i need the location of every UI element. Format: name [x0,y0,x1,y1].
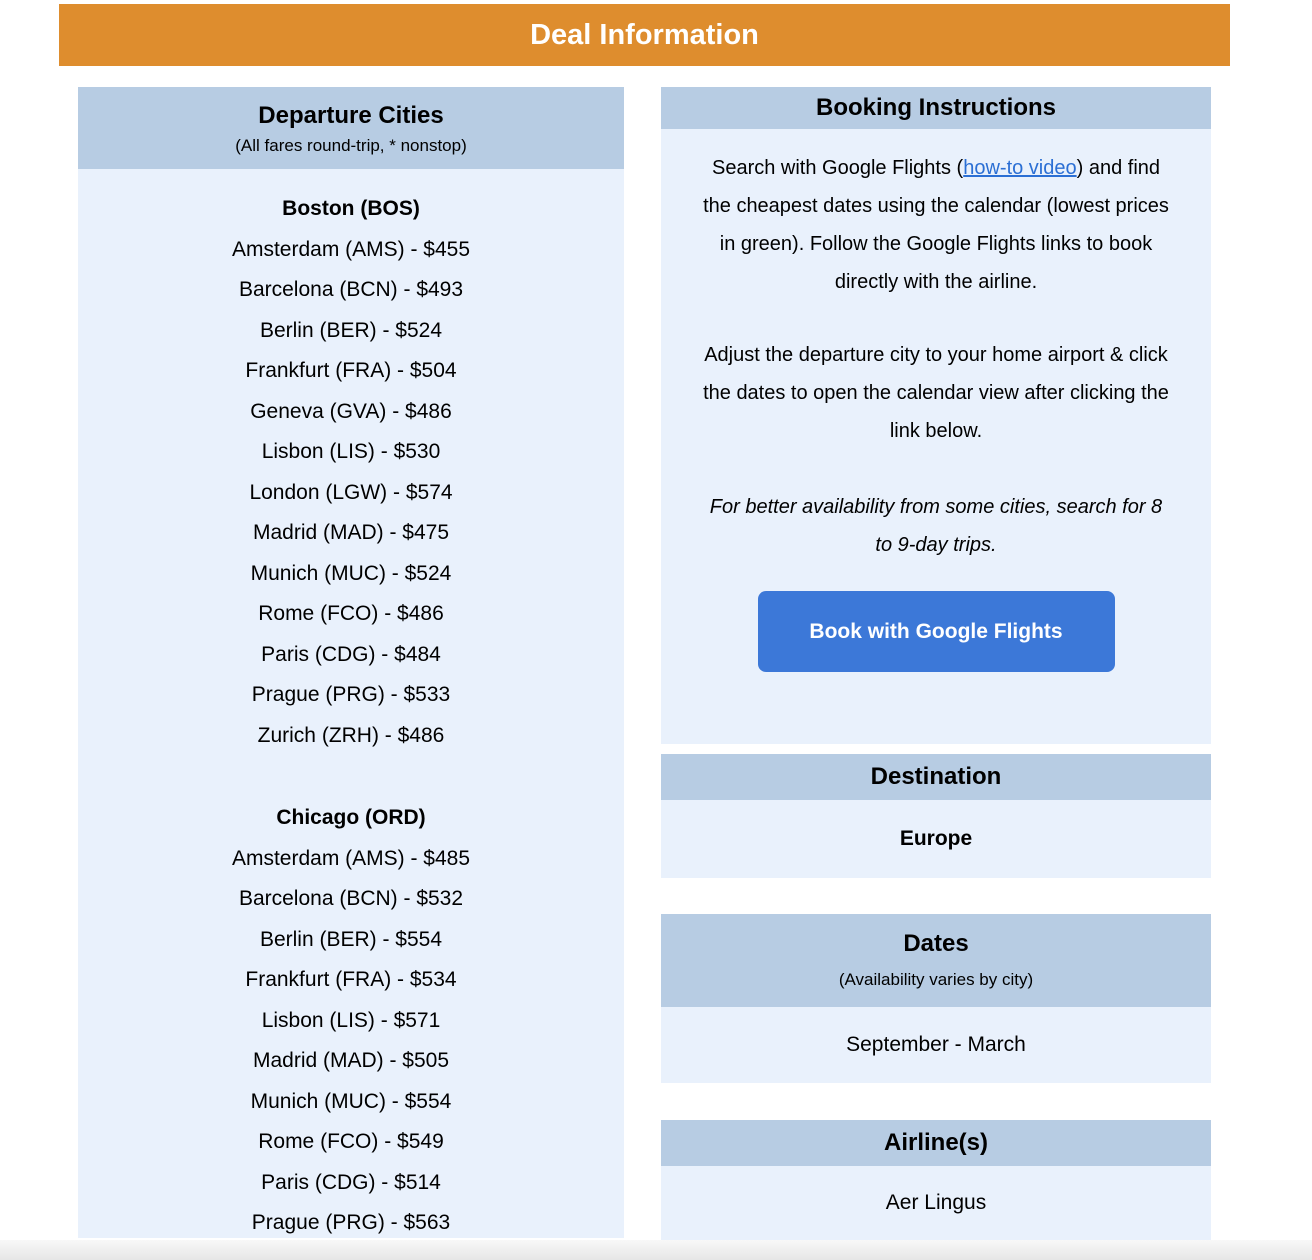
departure-cities-header [78,87,624,169]
fare-item: Madrid (MAD) - $505 [252,1049,450,1072]
fare-item: Berlin (BER) - $554 [259,927,443,951]
departure-cities-body [78,169,624,1238]
booking-paragraph-adjust: Adjust the departure city to your home airport & click the dates to open the calendar view after clicking the link below. [703,344,1169,442]
booking-instructions-header: Booking Instructions [661,87,1211,129]
fare-item: Lisbon (LIS) - $530 [261,440,441,463]
fare-item: Berlin (BER) - $524 [259,318,443,342]
fare-item: Prague (PRG) - $563 [251,1211,451,1234]
fare-item: Rome (FCO) - $549 [258,1130,444,1153]
fare-item: Munich (MUC) - $524 [250,561,452,585]
fare-item: Frankfurt (FRA) - $504 [245,359,457,382]
bottom-divider [0,1240,1312,1260]
deal-information-banner [59,4,1230,66]
airlines-panel [661,1120,1211,1240]
fare-item: Amsterdam (AMS) - $485 [231,846,471,870]
destination-value: Europe [661,800,1211,878]
fare-item: Amsterdam (AMS) - $455 [231,237,471,261]
how-to-video-link[interactable]: how-to video [963,157,1077,179]
fare-groups [78,169,624,1238]
fare-item: Barcelona (BCN) - $532 [238,887,464,910]
fare-group-city: Chicago (ORD) [276,806,426,829]
departure-cities-panel [78,87,624,1238]
dates-panel [661,914,1211,1083]
airlines-value: Aer Lingus [661,1166,1211,1240]
fare-item: Paris (CDG) - $514 [261,1170,441,1194]
dates-value: September - March [661,1007,1211,1083]
fare-item: Paris (CDG) - $484 [261,642,441,666]
fare-item: Zurich (ZRH) - $486 [257,723,445,747]
booking-paragraph-search [661,129,1211,301]
destination-panel [661,754,1211,878]
book-with-google-flights-button[interactable]: Book with Google Flights [758,591,1115,672]
fare-item: Barcelona (BCN) - $493 [238,278,464,301]
fare-item: Munich (MUC) - $554 [250,1089,452,1113]
dates-header [661,914,1211,1007]
page-title: Deal Information [530,19,759,51]
departure-cities-subtitle: (All fares round-trip, * nonstop) [235,136,467,155]
fare-item: Madrid (MAD) - $475 [252,521,450,544]
booking-p1-before: Search with Google Flights ( [711,157,964,179]
departure-cities-title: Departure Cities [258,102,444,129]
fare-item: Lisbon (LIS) - $571 [261,1008,441,1032]
booking-instructions-body [661,129,1211,744]
fare-item: London (LGW) - $574 [249,480,453,504]
fare-item: Rome (FCO) - $486 [258,602,444,625]
booking-instructions-panel [661,87,1211,744]
destination-header: Destination [661,754,1211,800]
booking-paragraph-availability: For better availability from some cities, search for 8 to 9-day trips. [709,496,1163,556]
booking-p1-after: ) and find the cheapest dates using the calendar (lowest prices in green). Follow the Google Flights links to book directly with the airline. [703,157,1169,293]
fare-group-city: Boston (BOS) [282,197,420,220]
airlines-header: Airline(s) [661,1120,1211,1166]
fare-item: Prague (PRG) - $533 [251,683,451,706]
fare-item: Geneva (GVA) - $486 [250,399,452,423]
dates-title: Dates [903,930,969,957]
dates-subtitle: (Availability varies by city) [838,970,1034,989]
fare-item: Frankfurt (FRA) - $534 [245,968,457,991]
